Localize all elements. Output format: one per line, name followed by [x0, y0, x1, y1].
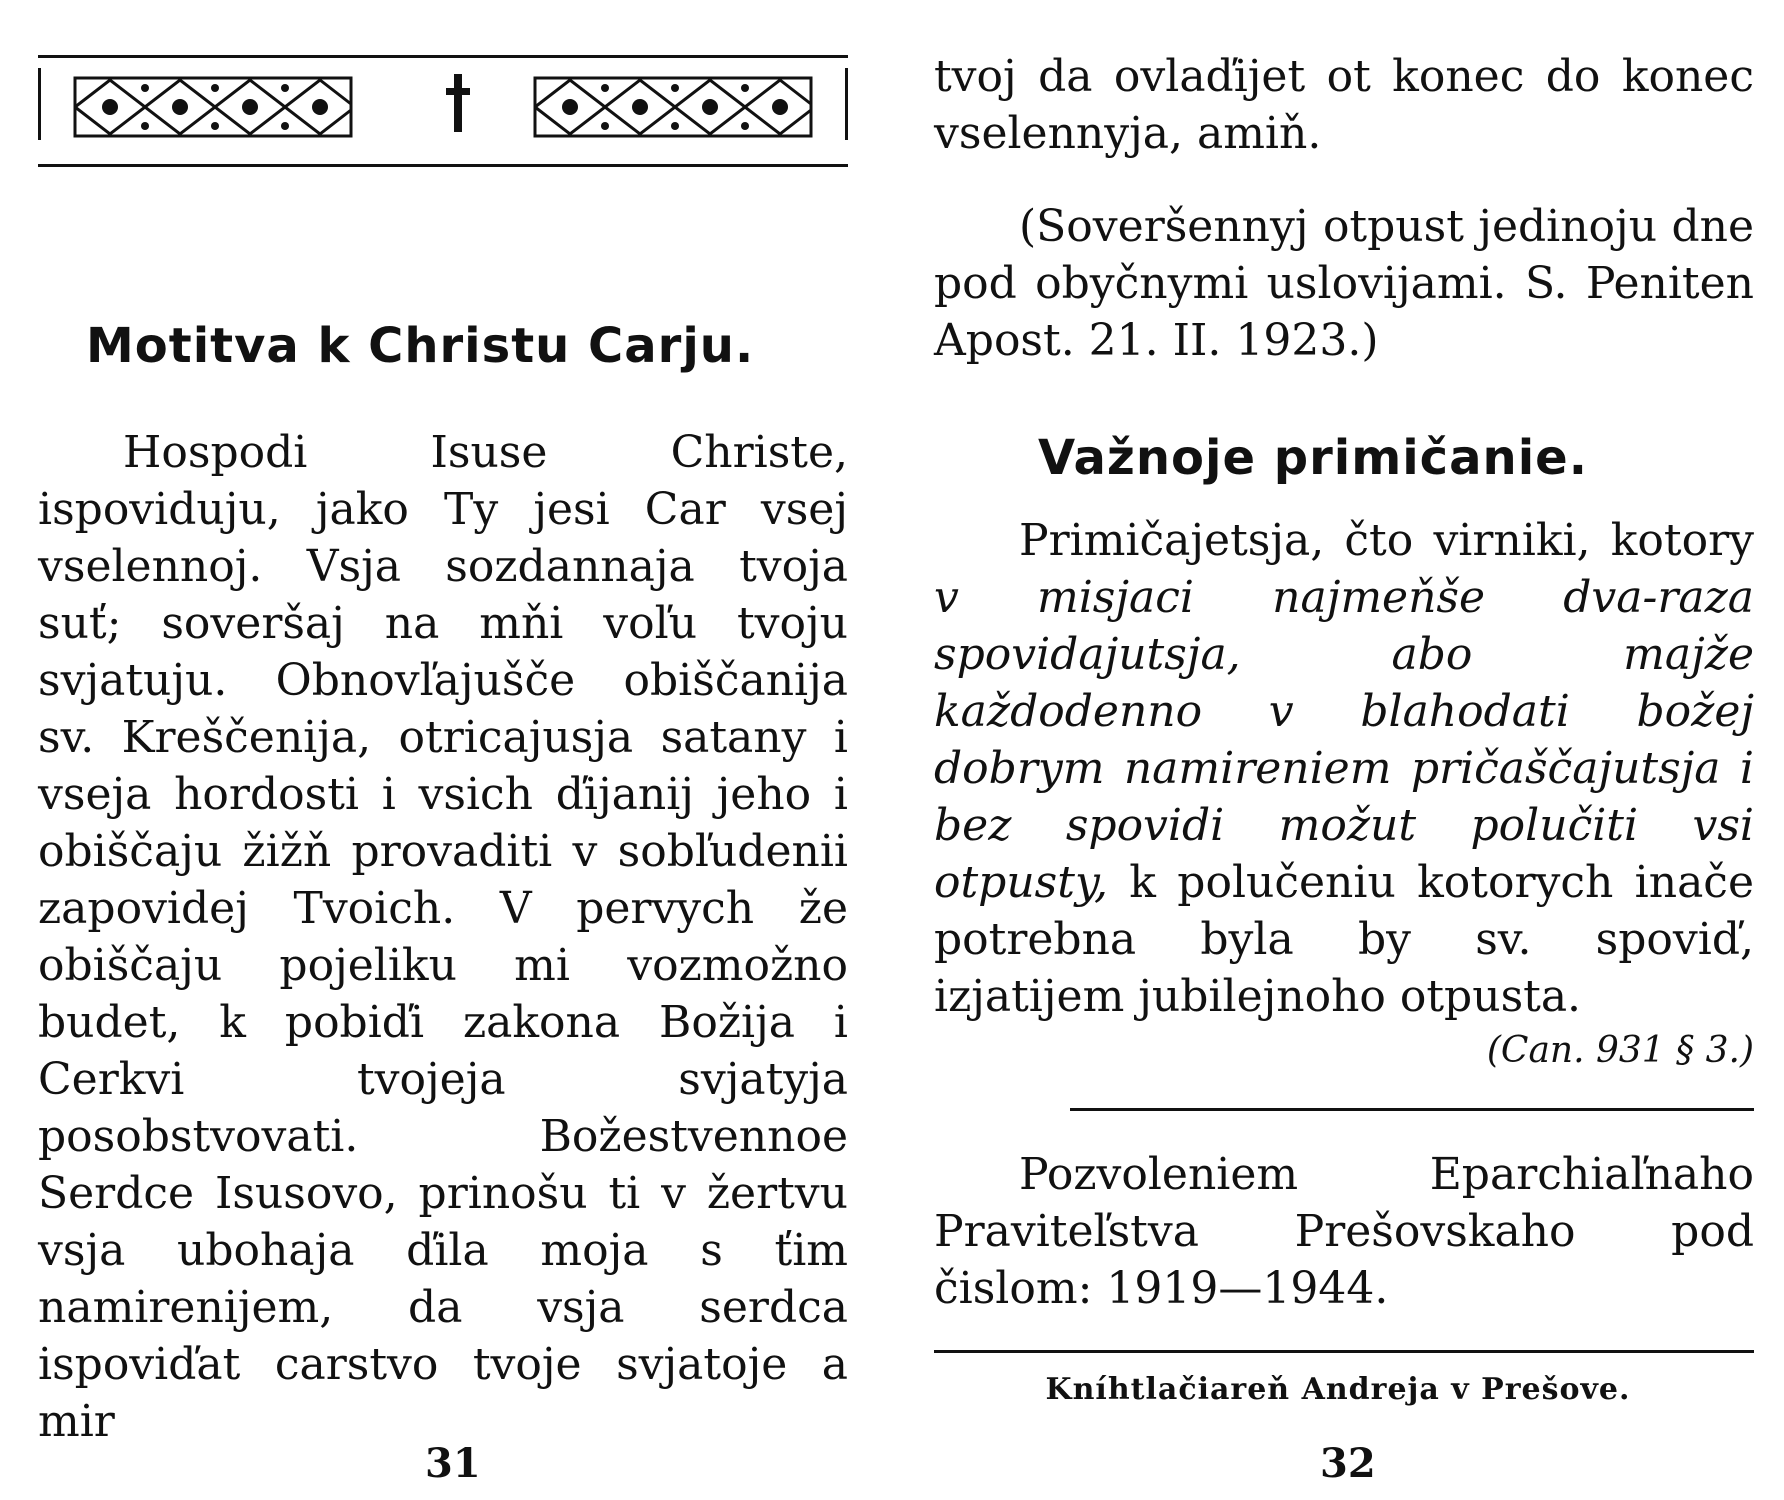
- page-number-right: 32: [1320, 1440, 1376, 1487]
- notice-intro: Primičajetsja, čto virniki, kotory: [1019, 515, 1754, 566]
- ornament-edge-right: [845, 68, 848, 140]
- indulgence-note: (Soveršennyj otpust jedinoju dne pod obyčnymi uslovijami. S. Peniten Apost. 21. II. 1923.): [934, 201, 1754, 366]
- divider-rule: [1070, 1108, 1754, 1111]
- prayer-continuation: tvoj da ovlaďijet ot konec do konec vselennyja, amiň.: [934, 51, 1754, 159]
- prayer-heading: Motitva k Christu Carju.: [86, 318, 755, 374]
- permission-text: Pozvoleniem Eparchiaľnaho Praviteľstva Prešovskaho pod čislom: 1919—1944.: [934, 1149, 1754, 1314]
- ornament-header: [38, 55, 848, 167]
- notice-rest: k polučeniu kotorych inače potrebna byla by sv. spoviď, izjatijem jubilejnoho otpusta.: [934, 857, 1754, 1022]
- notice-text: [934, 512, 1754, 1025]
- ornament-edge-left: [38, 68, 41, 140]
- printer-imprint: Kníhtlačiareň Andreja v Prešove.: [1045, 1372, 1631, 1407]
- notice-italic: v misjaci najmeňše dva-raza spovidajutsja, abo majže každodenno v blahodati božej dobrym namireniem pričaščajutsja i bez spovidi možut polučiti vsi otpusty,: [934, 572, 1754, 908]
- prayer-text: Hospodi Isuse Christe, ispoviduju, jako Ty jesi Car vsej vselennoj. Vsja sozdannaja tvoja suť; soveršaj na mňi voľu tvoju svjatuju. Obnovľajušče obiščanija sv. Kreščenija, otricajusja satany i vseja hordosti i vsich ďijanij jeho i obiščaju žižň provaditi v sobľudenii zapovidej Tvoich. V pervych že obiščaju pojeliku mi vozmožno budet, k pobiďi zakona Božija i Cerkvi tvojeja svjatyja posobstvovati. Božestvennoe Serdce Isusovo, prinošu ti v žertvu vsja ubohaja ďila moja s ťim namirenijem, da vsja serdca ispoviďat carstvo tvoje svjatoje a mir: [38, 427, 848, 1447]
- divider-rule-bottom: [934, 1350, 1754, 1353]
- canon-reference: (Can. 931 § 3.): [1486, 1030, 1754, 1071]
- notice-heading: Važnoje primičanie.: [1038, 430, 1588, 486]
- page-number-left: 31: [425, 1440, 481, 1487]
- ornament-band-left-icon: [73, 76, 353, 138]
- cross-icon: [446, 74, 470, 132]
- right-page: [892, 0, 1784, 1500]
- ornament-band-right-icon: [533, 76, 813, 138]
